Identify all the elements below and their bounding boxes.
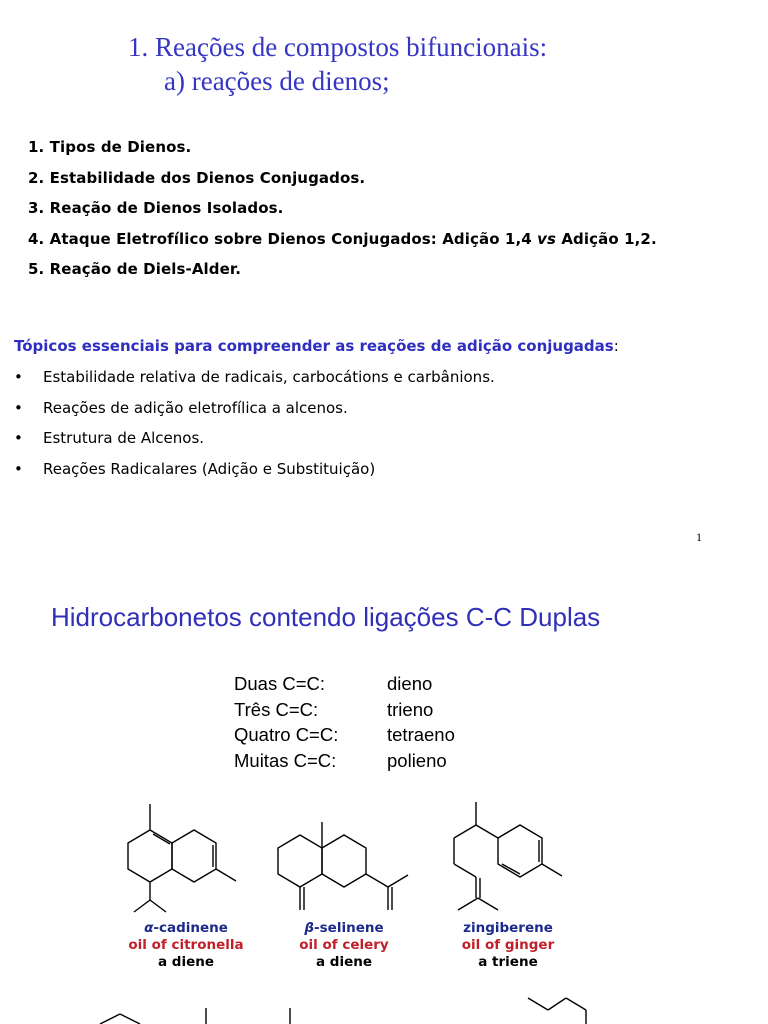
bond-count: Quatro C=C: bbox=[234, 724, 339, 745]
beta-selinene-structure bbox=[278, 822, 408, 910]
molecule-class: a diene bbox=[315, 954, 373, 970]
polyene-row bbox=[234, 748, 455, 774]
zingiberene-structure bbox=[454, 802, 562, 910]
bullet-icon: • bbox=[14, 459, 23, 478]
molecule-caption bbox=[116, 920, 256, 971]
page-number: 1 bbox=[696, 530, 702, 544]
topics-list bbox=[28, 136, 657, 289]
bond-count: Duas C=C: bbox=[234, 673, 325, 694]
molecule-class: a triene bbox=[478, 954, 538, 970]
bullet-text: Estrutura de Alcenos. bbox=[43, 429, 205, 447]
molecule-oil: oil of celery bbox=[299, 937, 389, 953]
polyene-name: tetraeno bbox=[387, 724, 455, 745]
bullet-icon: • bbox=[14, 398, 23, 417]
polyene-table bbox=[234, 671, 455, 773]
bullet-text: Reações de adição eletrofílica a alcenos. bbox=[43, 398, 348, 417]
slide-title bbox=[128, 30, 547, 98]
slide-2 bbox=[0, 572, 768, 1024]
alpha-cadinene-structure bbox=[128, 804, 236, 912]
essentials-heading-text: Tópicos essenciais para compreender as reações de adição conjugadas bbox=[14, 337, 614, 355]
essentials-heading bbox=[14, 337, 619, 355]
essentials-list bbox=[14, 366, 495, 488]
bullet-item bbox=[14, 458, 495, 489]
topic-text: Adição 1,2. bbox=[556, 229, 657, 248]
slide-title: Hidrocarbonetos contendo ligações C-C Duplas bbox=[51, 602, 601, 632]
title-line-2: a) reações de dienos; bbox=[164, 66, 390, 96]
molecule-prefix: α bbox=[144, 920, 154, 936]
topic-item bbox=[28, 228, 657, 259]
topic-text: 4. Ataque Eletrofílico sobre Dienos Conjugados: Adição 1,4 bbox=[28, 229, 538, 248]
bullet-item bbox=[14, 397, 495, 428]
molecule-prefix: β bbox=[304, 920, 315, 936]
topic-item: 5. Reação de Diels-Alder. bbox=[28, 260, 242, 278]
polyene-name: trieno bbox=[387, 698, 434, 720]
polyene-name: polieno bbox=[387, 749, 447, 771]
bullet-item bbox=[14, 427, 495, 458]
polyene-row bbox=[234, 722, 455, 748]
topic-item: 1. Tipos de Dienos. bbox=[28, 138, 192, 156]
topic-italic: vs bbox=[537, 229, 557, 248]
molecule-name: zingiberene bbox=[463, 920, 553, 936]
bullet-icon: • bbox=[14, 429, 23, 447]
structure-drawings bbox=[0, 792, 768, 1024]
molecule-class: a diene bbox=[157, 954, 215, 970]
topic-item: 2. Estabilidade dos Dienos Conjugados. bbox=[28, 168, 366, 187]
molecule-name: -selinene bbox=[314, 920, 384, 936]
molecule-caption bbox=[274, 920, 414, 971]
polyene-row bbox=[234, 697, 455, 723]
bullet-text: Estabilidade relativa de radicais, carbocátions e carbânions. bbox=[43, 368, 495, 386]
molecule-oil: oil of ginger bbox=[461, 937, 555, 953]
bullet-text: Reações Radicalares (Adição e Substituição) bbox=[43, 459, 376, 478]
polyene-name: dieno bbox=[387, 673, 433, 694]
bullet-item bbox=[14, 366, 495, 397]
partial-structures bbox=[100, 998, 586, 1024]
molecule-structures bbox=[0, 792, 768, 1024]
bond-count: Três C=C: bbox=[234, 698, 319, 720]
polyene-row bbox=[234, 671, 455, 697]
topic-item: 3. Reação de Dienos Isolados. bbox=[28, 199, 284, 217]
bond-count: Muitas C=C: bbox=[234, 749, 337, 771]
essentials-colon: : bbox=[613, 337, 619, 355]
bullet-icon: • bbox=[14, 368, 23, 386]
molecule-name: -cadinene bbox=[153, 920, 228, 936]
title-line-1: 1. Reações de compostos bifuncionais: bbox=[128, 32, 548, 62]
molecule-oil: oil of citronella bbox=[128, 937, 244, 953]
molecule-caption bbox=[438, 920, 578, 971]
